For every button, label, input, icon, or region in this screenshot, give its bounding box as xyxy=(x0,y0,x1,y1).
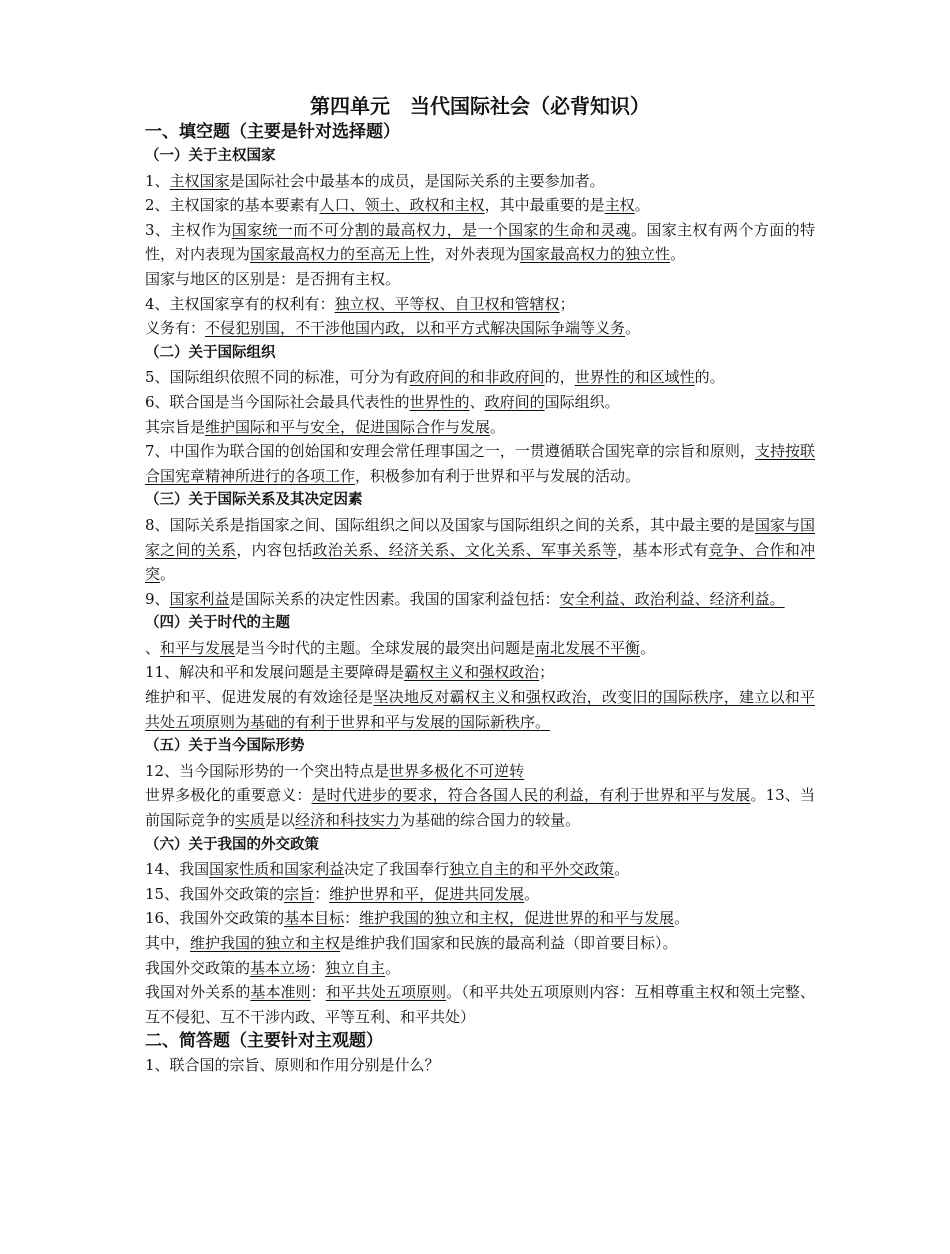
underlined-answer: 维护国际和平与安全，促进国际合作与发展 xyxy=(205,417,491,436)
paragraph xyxy=(145,636,815,661)
paragraph xyxy=(145,292,815,317)
text-run: 的， xyxy=(544,368,575,387)
text-run: 、 xyxy=(145,638,161,657)
underlined-answer: 独立自主的和平外交政策 xyxy=(449,860,615,879)
underlined-answer: 坚决地反对霸权主义和强权政治，改变旧的国际秩序，建立以和平共处五项原则为基础的有利于世界和平与发展的国际新秩序。 xyxy=(145,688,815,731)
underlined-answer: 不侵犯别国，不干涉他国内政，以和平方式解决国际争端等义务 xyxy=(205,319,626,338)
text-run: 。（和平共处五项原则内容：互相尊重主权和领土完整、互不侵犯、互不干涉内政、平等互利、和平共处） xyxy=(145,983,815,1026)
text-run: 我国外交政策的 xyxy=(145,958,251,977)
underlined-answer: 南北发展不平衡 xyxy=(535,638,641,657)
text-run: 12、当今国际形势的一个突出特点是 xyxy=(145,761,390,780)
underlined-answer: 基本目标 xyxy=(284,909,345,928)
paragraph xyxy=(145,587,815,612)
underlined-answer: 经济和科技实力 xyxy=(295,811,401,830)
underlined-answer: 世界多极化不可逆转 xyxy=(389,761,525,780)
text-run: ： xyxy=(310,958,326,977)
paragraph xyxy=(145,931,815,956)
paragraph xyxy=(145,218,815,267)
text-run: ； xyxy=(539,663,555,682)
section-heading: （三）关于国际关系及其决定因素 xyxy=(145,492,363,509)
text-run: 的。 xyxy=(694,368,725,387)
underlined-answer: 维护世界和平，促进共同发展 xyxy=(329,884,525,903)
text-run: ，积极参加有利于世界和平与发展的活动。 xyxy=(355,466,641,485)
paragraph xyxy=(145,316,815,341)
text-run: 7、中国作为联合国的创始国和安理会常任理事国之一，一贯遵循联合国宪章的宗旨和原则， xyxy=(145,442,755,461)
part2-body xyxy=(145,1053,815,1078)
underlined-answer: 世界性的 xyxy=(409,392,470,411)
text-run: 。 xyxy=(385,958,401,977)
text-run: 。 xyxy=(524,884,540,903)
text-run: 维护和平、促进发展的有效途径是 xyxy=(145,688,374,707)
paragraph xyxy=(145,390,815,415)
underlined-answer: 国家最高权力的独立性 xyxy=(520,245,671,264)
underlined-answer: 基本准则 xyxy=(250,983,311,1002)
text-run: 6、联合国是当今国际社会最具代表性的 xyxy=(145,392,410,411)
text-run: 。国家主权有两个方面的特性，对内表现为 xyxy=(145,220,815,264)
text-run: 世界多极化的重要意义： xyxy=(145,786,312,805)
text-run: ： xyxy=(310,983,326,1002)
underlined-answer: 和平共处五项原则 xyxy=(325,983,447,1002)
underlined-answer: 国家利益 xyxy=(169,589,230,608)
underlined-answer: 宗旨 xyxy=(284,884,315,903)
underlined-answer: 世界性的和区域性 xyxy=(574,368,695,387)
text-run: ，其中最重要的是 xyxy=(484,196,605,215)
underlined-answer: 国家性质和国家利益 xyxy=(209,860,345,879)
section-heading: （四）关于时代的主题 xyxy=(145,615,290,632)
part2-heading: 二、简答题（主要针对主观题） xyxy=(145,1031,383,1052)
text-run: 是当今时代的主题。全球发展的最突出问题是 xyxy=(235,638,536,657)
text-run: 国际组织。 xyxy=(544,392,620,411)
paragraph xyxy=(145,685,815,734)
text-run: 1、联合国的宗旨、原则和作用分别是什么？ xyxy=(145,1056,440,1075)
paragraph xyxy=(145,759,815,784)
text-run: 是国际关系的决定性因素。我国的国家利益包括： xyxy=(229,589,560,608)
paragraph xyxy=(145,956,815,981)
text-run: 4、主权国家享有的权利有： xyxy=(145,294,335,313)
part1-body xyxy=(145,144,815,1029)
text-run: 16、我国外交政策的 xyxy=(145,909,285,928)
paragraph xyxy=(145,365,815,390)
section-heading: （五）关于当今国际形势 xyxy=(145,738,305,755)
underlined-answer: 主权 xyxy=(604,196,635,215)
text-run: 义务有： xyxy=(145,319,206,338)
text-run: ： xyxy=(314,884,330,903)
text-run: 其宗旨是 xyxy=(145,417,206,436)
paragraph xyxy=(145,513,815,587)
underlined-answer: 和平与发展 xyxy=(160,638,236,657)
text-run: 、 xyxy=(469,392,485,411)
text-run: 我国对外关系的 xyxy=(145,983,251,1002)
text-run: ； xyxy=(559,294,575,313)
underlined-answer: 竞争、合作和冲突 xyxy=(145,540,815,584)
text-run: ，内容包括 xyxy=(236,540,313,559)
paragraph xyxy=(145,439,815,488)
underlined-answer: 霸权主义和强权政治 xyxy=(404,663,540,682)
underlined-answer: 政治关系、经济关系、文化关系、军事关系等 xyxy=(312,540,618,559)
part1-heading: 一、填空题（主要是针对选择题） xyxy=(145,122,400,142)
underlined-answer: 国家与国家之间的关系 xyxy=(145,515,815,559)
text-run: ： xyxy=(344,909,360,928)
text-run: 。13、当前国际竞争的 xyxy=(145,786,815,830)
text-run: 1、 xyxy=(145,171,170,190)
paragraph xyxy=(145,906,815,931)
paragraph xyxy=(145,415,815,440)
paragraph xyxy=(145,1053,815,1078)
paragraph xyxy=(145,783,815,832)
underlined-answer: 国家最高权力的至高无上性 xyxy=(250,245,431,264)
underlined-answer: 独立自主 xyxy=(325,958,386,977)
section-heading: （六）关于我国的外交政策 xyxy=(145,836,319,853)
paragraph xyxy=(145,169,815,194)
text-run: 9、 xyxy=(145,589,170,608)
text-run: 是维护我们国家和民族的最高利益（即首要目标）。 xyxy=(340,934,678,952)
text-run: 其中， xyxy=(145,934,191,952)
underlined-answer: 维护我国的独立和主权 xyxy=(190,934,341,952)
text-run: 2、主权国家的基本要素有 xyxy=(145,196,320,215)
text-run: 。 xyxy=(634,196,650,215)
underlined-answer: 政府间的 xyxy=(484,392,545,411)
underlined-answer: 人口、领土、政权和主权 xyxy=(319,196,485,215)
paragraph xyxy=(145,882,815,907)
underlined-answer: 维护我国的独立和主权，促进世界的和平与发展 xyxy=(359,909,675,928)
text-run: ，对外表现为 xyxy=(430,245,521,264)
paragraph xyxy=(145,857,815,882)
text-run: 。 xyxy=(674,909,690,928)
text-run: 。 xyxy=(160,565,176,584)
underlined-answer: 主权国家 xyxy=(169,171,230,190)
underlined-answer: 政府间的和非政府间 xyxy=(409,368,545,387)
paragraph xyxy=(145,660,815,685)
underlined-answer: 国家统一而不可分割的最高权力，是一个国家的生命和灵魂 xyxy=(231,220,632,239)
text-run: 11、解决和平和发展问题是主要障碍是 xyxy=(145,663,405,682)
text-run: ，基本形式有 xyxy=(617,540,709,559)
text-run: 。 xyxy=(670,245,686,264)
paragraph xyxy=(145,267,815,292)
paragraph xyxy=(145,980,815,1029)
underlined-answer: 安全利益、政治利益、经济利益。 xyxy=(559,589,785,608)
underlined-answer: 独立权、平等权、自卫权和管辖权 xyxy=(334,294,560,313)
underlined-answer: 实质 xyxy=(235,811,266,830)
section-heading: （二）关于国际组织 xyxy=(145,344,276,361)
text-run: 14、我国 xyxy=(145,860,210,879)
text-run: 为基础的综合国力的较量。 xyxy=(400,811,581,830)
underlined-answer: 是时代进步的要求，符合各国人民的利益，有利于世界和平与发展 xyxy=(311,786,751,805)
text-run: 3、主权作为 xyxy=(145,220,232,239)
section-heading: （一）关于主权国家 xyxy=(145,148,276,164)
text-run: 5、国际组织依照不同的标准，可分为有 xyxy=(145,368,410,387)
text-run: 。 xyxy=(640,638,656,657)
text-run: 国家与地区的区别是：是否拥有主权。 xyxy=(145,269,401,288)
text-run: 。 xyxy=(625,319,641,338)
text-run: 15、我国外交政策的 xyxy=(145,884,285,903)
text-run: 8、国际关系是指国家之间、国际组织之间以及国家与国际组织之间的关系，其中最主要的是 xyxy=(145,515,755,534)
text-run: 是以 xyxy=(265,811,296,830)
text-run: 是国际社会中最基本的成员，是国际关系的主要参加者。 xyxy=(229,171,605,190)
underlined-answer: 支持按联合国宪章精神所进行的各项工作 xyxy=(145,442,815,485)
document-page xyxy=(145,92,815,1078)
text-run: 决定了我国奉行 xyxy=(344,860,450,879)
underlined-answer: 基本立场 xyxy=(250,958,311,977)
document-title: 第四单元 当代国际社会（必背知识） xyxy=(310,94,650,118)
paragraph xyxy=(145,193,815,218)
text-run: 。 xyxy=(490,417,506,436)
text-run: 。 xyxy=(614,860,630,879)
